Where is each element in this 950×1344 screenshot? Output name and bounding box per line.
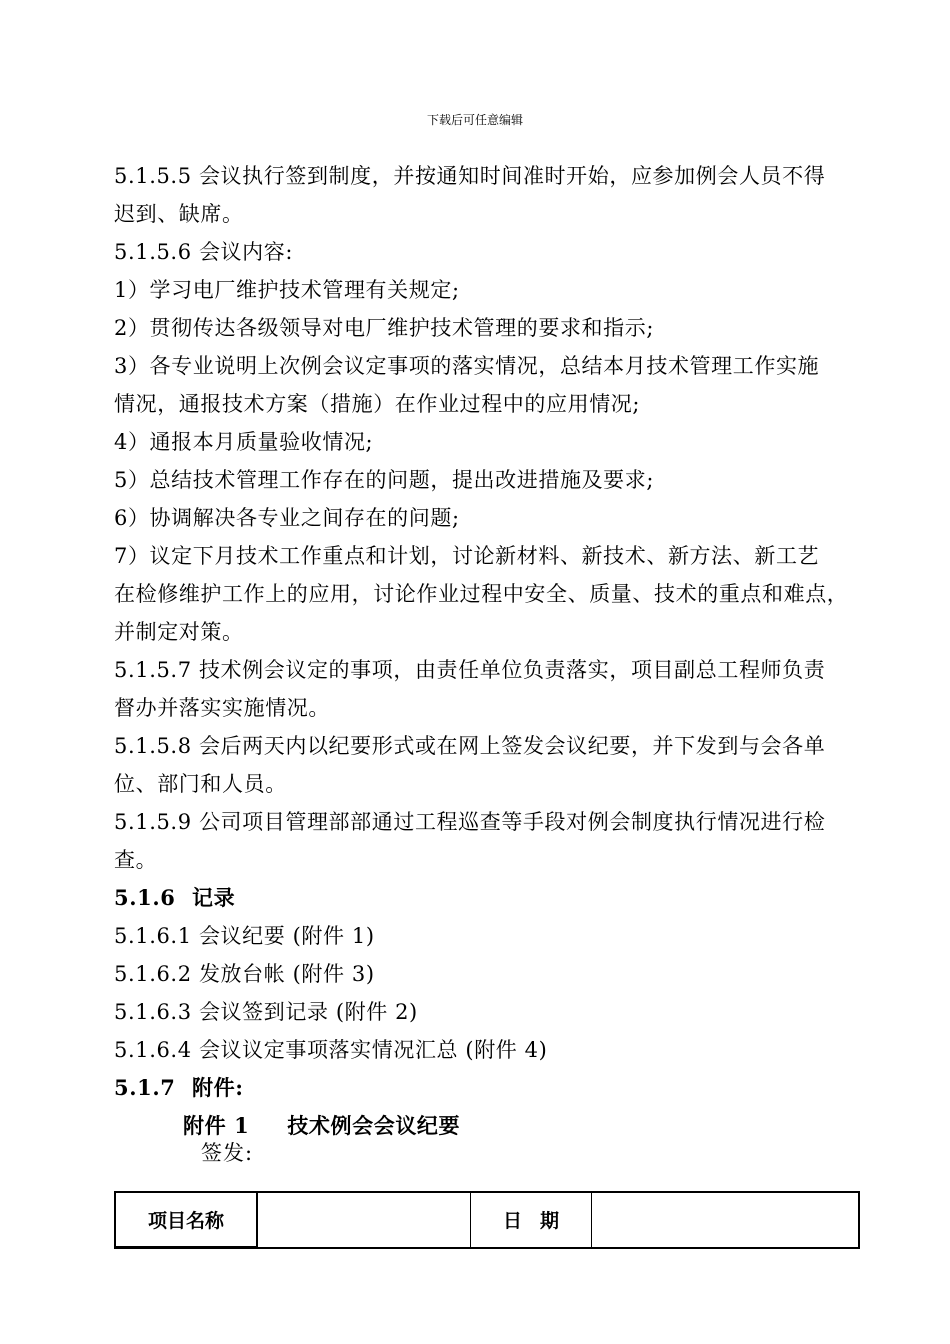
text-line: 在检修维护工作上的应用，讨论作业过程中安全、质量、技术的重点和难点， bbox=[114, 582, 849, 606]
record-item: 5.1.6.2 发放台帐 (附件 3) bbox=[114, 962, 375, 986]
text-line: 督办并落实实施情况。 bbox=[114, 696, 330, 720]
text-line: 5.1.5.8 会后两天内以纪要形式或在网上签发会议纪要，并下发到与会各单 bbox=[114, 734, 826, 758]
text-line: 6）协调解决各专业之间存在的问题; bbox=[114, 506, 460, 530]
project-name-cell[interactable] bbox=[257, 1192, 471, 1248]
text-line: 5）总结技术管理工作存在的问题，提出改进措施及要求; bbox=[114, 468, 655, 492]
date-label-cell bbox=[471, 1192, 592, 1248]
record-item: 5.1.6.1 会议纪要 (附件 1) bbox=[114, 924, 375, 948]
text-line: 查。 bbox=[114, 848, 158, 872]
text-line: 1）学习电厂维护技术管理有关规定; bbox=[114, 278, 460, 302]
section-heading-appendix bbox=[114, 1069, 874, 1107]
project-name-label: 项目名称 bbox=[115, 1192, 257, 1248]
text-line: 5.1.5.5 会议执行签到制度，并按通知时间准时开始，应参加例会人员不得 bbox=[114, 164, 826, 188]
section-title: 附件: bbox=[192, 1075, 244, 1100]
text-line: 5.1.5.9 公司项目管理部部通过工程巡查等手段对例会制度执行情况进行检 bbox=[114, 810, 826, 834]
section-heading-records bbox=[114, 879, 874, 917]
text-line: 情况，通报技术方案（措施）在作业过程中的应用情况; bbox=[114, 392, 641, 416]
record-item: 5.1.6.4 会议议定事项落实情况汇总 (附件 4) bbox=[114, 1038, 548, 1062]
section-number: 5.1.6 bbox=[114, 885, 176, 910]
text-line: 3）各专业说明上次例会议定事项的落实情况，总结本月技术管理工作实施 bbox=[114, 354, 820, 378]
text-line: 2）贯彻传达各级领导对电厂维护技术管理的要求和指示; bbox=[114, 316, 655, 340]
text-line: 5.1.5.7 技术例会议定的事项，由责任单位负责落实，项目副总工程师负责 bbox=[114, 658, 826, 682]
date-label: 日期 bbox=[502, 1210, 577, 1233]
section-title: 记录 bbox=[192, 885, 236, 910]
text-line: 并制定对策。 bbox=[114, 620, 244, 644]
section-number: 5.1.7 bbox=[114, 1075, 176, 1100]
text-line: 4）通报本月质量验收情况; bbox=[114, 430, 374, 454]
appendix-label: 附件 1 bbox=[183, 1113, 250, 1138]
text-line: 迟到、缺席。 bbox=[114, 202, 244, 226]
page-header: 下载后可任意编辑 bbox=[426, 113, 523, 127]
text-line: 位、部门和人员。 bbox=[114, 772, 287, 796]
meeting-info-table bbox=[114, 1191, 860, 1249]
sign-label: 签发: bbox=[201, 1141, 254, 1165]
document-body bbox=[114, 157, 874, 1107]
appendix-name: 技术例会会议纪要 bbox=[287, 1113, 461, 1138]
table-row bbox=[115, 1192, 859, 1248]
date-cell[interactable] bbox=[592, 1192, 860, 1248]
text-line: 7）议定下月技术工作重点和计划，讨论新材料、新技术、新方法、新工艺 bbox=[114, 544, 820, 568]
text-line: 5.1.5.6 会议内容: bbox=[114, 240, 294, 264]
record-item: 5.1.6.3 会议签到记录 (附件 2) bbox=[114, 1000, 418, 1024]
